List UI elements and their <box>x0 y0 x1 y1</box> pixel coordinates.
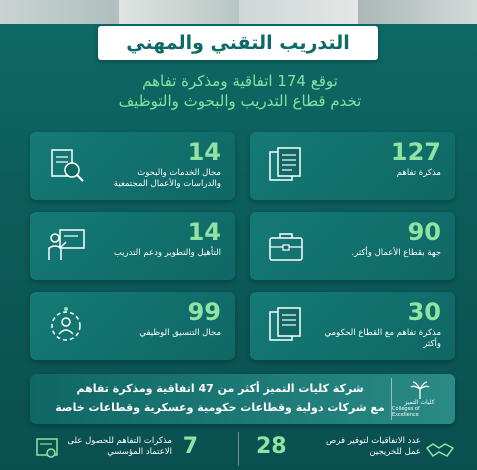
stat-label: مجال التنسيق الوظيفي <box>139 328 221 338</box>
stat-label: جهة بقطاع الأعمال وأكثر. <box>351 248 441 258</box>
palm-icon <box>410 381 430 399</box>
stat-accreditation <box>30 430 230 468</box>
stat-card-services <box>30 132 235 200</box>
stat-label: مذكرة تفاهم <box>396 168 441 178</box>
handshake-icon <box>425 434 455 464</box>
stat-number: 127 <box>390 138 441 166</box>
stat-label: مجال الخدمات والبحوث والدراسات والأعمال المجتمعية <box>113 168 221 189</box>
stat-number: 99 <box>187 298 221 326</box>
stat-card-qualification <box>30 212 235 280</box>
divider <box>238 432 239 466</box>
stat-number: 90 <box>407 218 441 246</box>
stat-card-business <box>250 212 455 280</box>
photo <box>119 0 238 24</box>
stat-number: 28 <box>256 434 287 459</box>
stat-card-employment <box>30 292 235 360</box>
excellence-line1: شركة كليات التميز أكثر من 47 اتفاقية ومذكرة تفاهم <box>76 382 364 395</box>
documents-icon <box>264 304 308 348</box>
briefcase-icon <box>264 224 308 268</box>
employment-icon <box>44 304 88 348</box>
stat-label: مذكرات التفاهم للحصول على الاعتماد المؤسسي <box>67 436 172 457</box>
stat-card-government <box>250 292 455 360</box>
certificate-icon <box>34 436 60 462</box>
headline-line1: توقع 174 اتفاقية ومذكرة تفاهم <box>142 72 338 90</box>
research-icon <box>44 144 88 188</box>
header-photo-strip <box>0 0 477 24</box>
excellence-card <box>30 374 455 424</box>
stat-label: عدد الاتفاقيات لتوفير فرص عمل للخريجين <box>325 436 421 457</box>
page-title: التدريب التقني والمهني <box>126 32 350 54</box>
title-banner <box>98 26 378 60</box>
stat-card-mou <box>250 132 455 200</box>
logo-text-ar: كليات التميز <box>404 398 435 406</box>
stat-label: مذكرة تفاهم مع القطاع الحكومي وأكثر <box>324 328 441 349</box>
stat-graduates <box>250 430 455 468</box>
photo <box>0 0 119 24</box>
headline-line2: تخدم قطاع التدريب والبحوث والتوظيف <box>118 92 362 110</box>
excellence-line2: مع شركات دولية وقطاعات حكومية وعسكرية وقطاعات خاصة <box>55 401 385 414</box>
trainer-icon <box>44 224 88 268</box>
colleges-of-excellence-logo <box>391 378 447 420</box>
stat-number: 30 <box>407 298 441 326</box>
stat-number: 14 <box>187 218 221 246</box>
photo <box>358 0 477 24</box>
stat-label: التأهيل والتطوير ودعم التدريب <box>113 248 221 258</box>
documents-icon <box>264 144 308 188</box>
photo <box>239 0 358 24</box>
stat-number: 14 <box>187 138 221 166</box>
logo-text-en: Colleges of Excellence <box>392 405 420 418</box>
stat-number: 7 <box>182 434 198 459</box>
